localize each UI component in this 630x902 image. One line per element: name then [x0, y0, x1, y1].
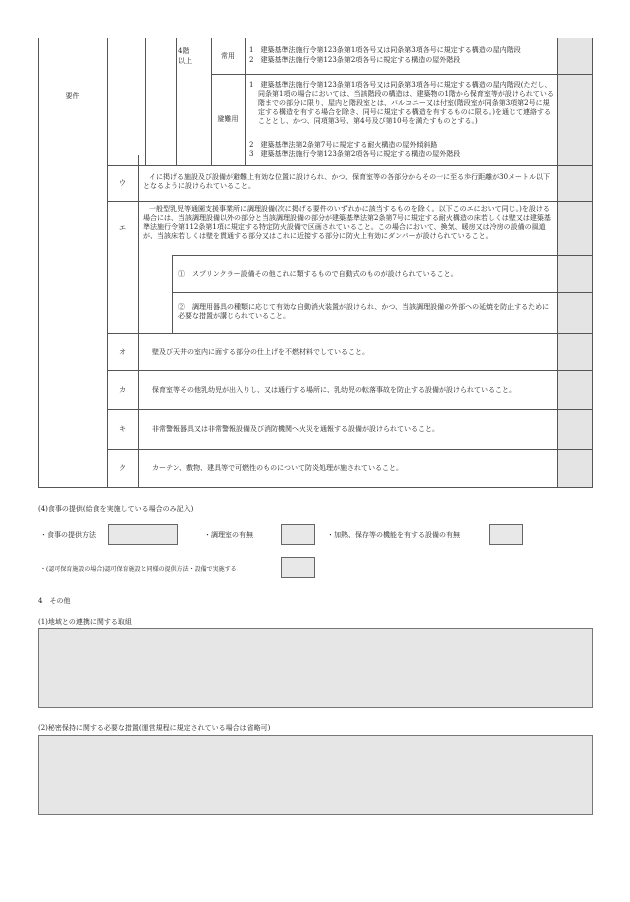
- evac-label: 避難用: [217, 115, 239, 123]
- table-e-sub-divider: [172, 255, 173, 333]
- row-e-sub1: ① スプリンクラー設備その他これに類するもので自動式のものが設けられていること。: [178, 270, 458, 278]
- row-o-text: 壁及び天井の室内に面する部分の仕上げを不燃材料でしていること。: [152, 348, 369, 356]
- privacy-heading: (2)秘密保持に関する必要な措置(運営規程に規定されている場合は省略可): [38, 724, 271, 732]
- row-u-label: ウ: [119, 179, 126, 187]
- floor4-label-line1: 4階: [178, 47, 190, 55]
- meal-heading: (4)食事の提供(給食を実施している場合のみ記入): [38, 505, 194, 513]
- floor4-label-line2: 以上: [178, 57, 192, 65]
- row-ku-text: カーテン、敷物、建具等で可燃性のものについて防炎処理が施されていること。: [152, 464, 403, 472]
- row-o-label: オ: [119, 348, 126, 356]
- row-e-sub2: ② 調理用器具の種類に応じて有効な自動消火装置が設けられ、かつ、当該調理設備の外部への延焼を防止するために必要な措置が講じられていること。: [178, 303, 550, 320]
- table-line-e-bottom: [107, 333, 592, 334]
- row-ki-label: キ: [119, 425, 126, 433]
- row-ki-text: 非常警報器具又は非常警報設備及び消防機関へ火災を通報する設備が設けられていること。: [152, 425, 439, 433]
- check-cell-e-main[interactable]: [558, 202, 592, 255]
- heating-field[interactable]: [489, 524, 523, 545]
- check-cell-normal[interactable]: [558, 38, 592, 74]
- row-e-text: 一般型乳児等通園支援事業所に調理設備(次に掲げる要件のいずれかに該当するものを除く。以下このエにおいて同じ。)を設ける場合には、当該調理設備以外の部分と当該調理設備の部分が建築基準法第2条第7号に規定する耐火構造の床若しくは壁又は建築基準法施行令第112条第1項に規定する特定防火設備で区画されていること。この場合において、換気、暖房又は冷房の設備の風道が、当該床若しくは壁を貫通する部分又はこれに近接する部分に防火上有効にダンパーが設けられていること。: [143, 205, 551, 240]
- check-cell-e-sub2[interactable]: [558, 293, 592, 333]
- table-col-divider-2: [138, 155, 139, 487]
- kitchen-label: ・調理室の有無: [204, 531, 253, 539]
- table-col-divider-1: [107, 38, 108, 487]
- certified-label: ・(認可保育施設の場合)認可保育施設と同様の提供方法・設備で実施する: [40, 566, 237, 573]
- meal-method-label: ・食事の提供方法: [40, 531, 96, 539]
- table-line-floor-bottom: [107, 165, 592, 166]
- check-cell-ka[interactable]: [558, 371, 592, 409]
- table-line-ka-bottom: [107, 409, 592, 410]
- meal-method-field[interactable]: [108, 524, 178, 545]
- regional-textarea[interactable]: [38, 628, 593, 708]
- check-cell-u[interactable]: [558, 166, 592, 201]
- regional-heading: (1)地域との連携に関する取組: [38, 618, 132, 626]
- row-u-text: イに掲げる施設及び設備が避難上有効な位置に設けられ、かつ、保育室等の各部分からその一に至る歩行距離が30メートル以下となるように設けられていること。: [143, 173, 551, 190]
- row-ka-label: カ: [119, 386, 126, 394]
- other-heading: 4 その他: [38, 597, 71, 605]
- evac-item-1: 1 建築基準法施行令第123条第1項各号又は同条第3項各号に規定する構造の屋内階段(ただし、同条第1項の場合においては、当該階段の構造は、建築物の1階から保育室等が設けられている階までの部分に限り、屋内と階段室とは、バルコニー又は付室(階段室が同条第3項第2号に規定する構造を有する場合を除き、同号に規定する構造を有するものに限る。)を通じて連絡することとし、かつ、同項第3号、第4号及び第10号を満たすものとする。): [249, 81, 554, 125]
- check-cell-ku[interactable]: [558, 450, 592, 487]
- certified-field[interactable]: [281, 557, 315, 578]
- heating-label: ・加熱、保存等の機能を有する設備の有無: [327, 531, 460, 539]
- check-cell-ki[interactable]: [558, 410, 592, 449]
- table-border-right: [592, 38, 593, 487]
- table-border-left: [38, 38, 39, 487]
- table-line-ki-bottom: [107, 449, 592, 450]
- evac-item-2: 2 建築基準法第2条第7号に規定する耐火構造の屋外傾斜路: [249, 141, 438, 149]
- check-cell-o[interactable]: [558, 334, 592, 370]
- table-line-e-main-bottom: [172, 255, 592, 256]
- normal-use-item-2: 2 建築基準法施行令第123条第2項各号に規定する構造の屋外階段: [249, 56, 461, 64]
- kitchen-field[interactable]: [281, 524, 315, 545]
- table-line-o-bottom: [107, 370, 592, 371]
- table-line-u-bottom: [107, 201, 592, 202]
- table-line-e-sub1-bottom: [172, 292, 592, 293]
- normal-use-item-1: 1 建築基準法施行令第123条第1項各号又は同条第3項各号に規定する構造の屋内階段: [249, 46, 521, 54]
- row-ka-text: 保育室等その他乳幼児が出入りし、又は通行する場所に、乳幼児の転落事故を防止する設備が設けられていること。: [152, 386, 516, 394]
- normal-use-label: 常用: [221, 52, 235, 60]
- check-cell-e-sub1[interactable]: [558, 256, 592, 292]
- privacy-textarea[interactable]: [38, 735, 593, 815]
- table-border-bottom: [38, 487, 593, 488]
- table-col-divider-inner: [145, 38, 146, 165]
- table-col-divider-floor: [176, 38, 177, 165]
- evac-item-3: 3 建築基準法施行令第123条第2項各号に規定する構造の屋外階段: [249, 150, 461, 158]
- table-line-normal-bottom: [211, 74, 592, 75]
- row-e-label: エ: [119, 224, 126, 232]
- row-ku-label: ク: [119, 464, 126, 472]
- table-col-divider-stair: [245, 38, 246, 165]
- requirements-label: 要件: [65, 92, 80, 100]
- check-cell-evac[interactable]: [558, 75, 592, 165]
